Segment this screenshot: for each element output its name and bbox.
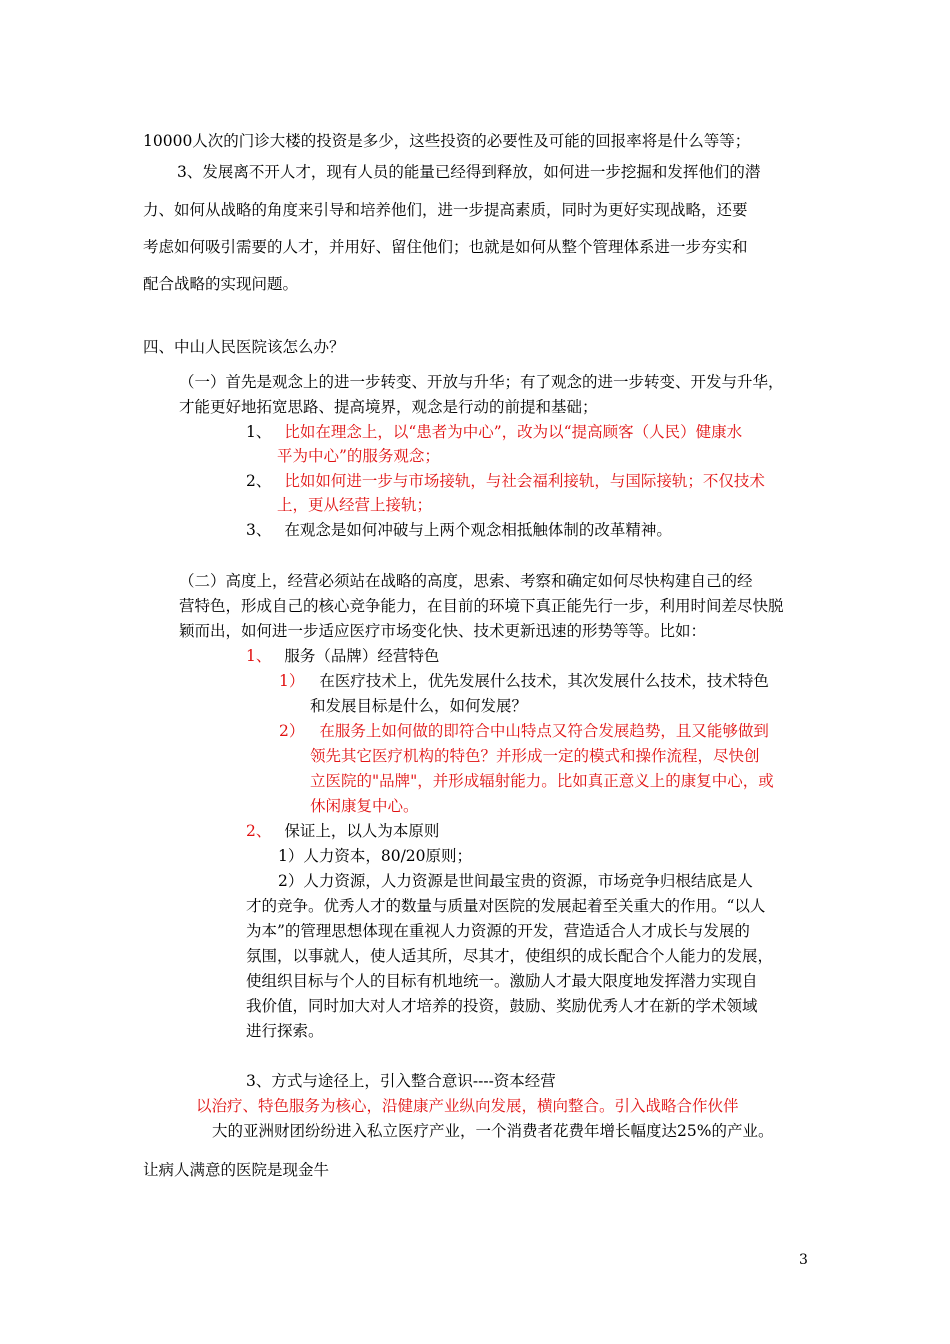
part2-item-2-sub-2-line-7: 进行探索。	[246, 1022, 324, 1040]
intro-line-1: 10000人次的门诊大楼的投资是多少，这些投资的必要性及可能的回报率将是什么等等；	[143, 132, 751, 150]
sub-number: 2）	[279, 722, 305, 740]
part2-item-1-sub-2	[279, 721, 769, 741]
part2-item-2-sub-2-line-5: 使组织目标与个人的目标有机地统一。激励人才最大限度地发挥潜力实现自	[246, 972, 758, 990]
part2-item-1-sub-2-cont-3: 休闲康复中心。	[310, 797, 419, 815]
closing-line: 让病人满意的医院是现金牛	[143, 1161, 330, 1179]
part3-line-2: 大的亚洲财团纷纷进入私立医疗产业，一个消费者花费年增长幅度达25%的产业。	[212, 1122, 774, 1140]
item-label: 保证上，以人为本原则	[284, 822, 440, 840]
part1-item-2	[246, 471, 765, 491]
para3-line-1: 3、发展离不开人才，现有人员的能量已经得到释放，如何进一步挖掘和发挥他们的潜	[177, 163, 761, 181]
part1-line-2: 才能更好地拓宽思路、提高境界，观念是行动的前提和基础；	[179, 398, 598, 416]
part1-line-1: （一）首先是观念上的进一步转变、开放与升华；有了观念的进一步转变、开发与升华，	[179, 373, 784, 391]
part1-item-1-cont: 平为中心”的服务观念；	[277, 447, 440, 465]
part2-item-2-sub-1: 1）人力资本，80/20原则；	[278, 847, 473, 865]
part2-item-2-sub-2-line-6: 我价值，同时加大对人才培养的投资，鼓励、奖励优秀人才在新的学术领域	[246, 997, 758, 1015]
part2-line-3: 颖而出，如何进一步适应医疗市场变化快、技术更新迅速的形势等等。比如：	[179, 622, 707, 640]
part3-heading: 3、方式与途径上，引入整合意识----资本经营	[246, 1072, 556, 1090]
sub-number: 1）	[279, 672, 305, 690]
item-label: 服务（品牌）经营特色	[284, 647, 440, 665]
part2-item-2-sub-2-line-4: 氛围，以事就人，使人适其所，尽其才，使组织的成长配合个人能力的发展，	[246, 947, 774, 965]
part2-item-1	[246, 646, 439, 666]
item-number: 1、	[246, 423, 272, 441]
item-text: 比如在理念上，以“患者为中心”，改为以“提高顾客（人民）健康水	[284, 423, 743, 441]
part2-item-1-sub-2-cont-1: 领先其它医疗机构的特色？并形成一定的模式和操作流程，尽快创	[310, 747, 760, 765]
item-number: 1、	[246, 647, 272, 665]
part1-item-3	[246, 520, 672, 540]
sub-text: 在服务上如何做的即符合中山特点又符合发展趋势，且又能够做到	[319, 722, 769, 740]
part2-item-1-sub-1	[279, 671, 769, 691]
para3-line-2: 力、如何从战略的角度来引导和培养他们，进一步提高素质，同时为更好实现战略，还要	[143, 201, 748, 219]
para3-line-4: 配合战略的实现问题。	[143, 275, 299, 293]
part1-item-1	[246, 422, 742, 442]
para3-line-3: 考虑如何吸引需要的人才，并用好、留住他们；也就是如何从整个管理体系进一步夯实和	[143, 238, 748, 256]
part2-item-1-sub-2-cont-2: 立医院的"品牌"，并形成辐射能力。比如真正意义上的康复中心，或	[310, 772, 774, 790]
item-number: 3、	[246, 521, 272, 539]
part2-line-1: （二）高度上，经营必须站在战略的高度，思索、考察和确定如何尽快构建自己的经	[179, 572, 753, 590]
item-text: 比如如何进一步与市场接轨，与社会福利接轨，与国际接轨；不仅技术	[284, 472, 765, 490]
item-text: 在观念是如何冲破与上两个观念相抵触体制的改革精神。	[284, 521, 672, 539]
item-number: 2、	[246, 472, 272, 490]
part1-item-2-cont: 上，更从经营上接轨；	[277, 496, 433, 514]
part2-line-2: 营特色，形成自己的核心竞争能力，在目前的环境下真正能先行一步，利用时间差尽快脱	[179, 597, 784, 615]
sub-text: 在医疗技术上，优先发展什么技术，其次发展什么技术，技术特色	[319, 672, 769, 690]
item-number: 2、	[246, 822, 272, 840]
part2-item-2-sub-2-line-3: 为本”的管理思想体现在重视人力资源的开发，营造适合人才成长与发展的	[246, 922, 750, 940]
page-number: 3	[799, 1252, 808, 1268]
part3-red-line: 以治疗、特色服务为核心，沿健康产业纵向发展，横向整合。引入战略合作伙伴	[196, 1097, 739, 1115]
section-heading: 四、中山人民医院该怎么办？	[143, 338, 345, 356]
part2-item-1-sub-1-cont: 和发展目标是什么，如何发展？	[310, 697, 528, 715]
part2-item-2-sub-2-line-2: 才的竞争。优秀人才的数量与质量对医院的发展起着至关重大的作用。“以人	[246, 897, 766, 915]
part2-item-2-sub-2-line-1: 2）人力资源，人力资源是世间最宝贵的资源，市场竞争归根结底是人	[278, 872, 753, 890]
part2-item-2	[246, 821, 439, 841]
